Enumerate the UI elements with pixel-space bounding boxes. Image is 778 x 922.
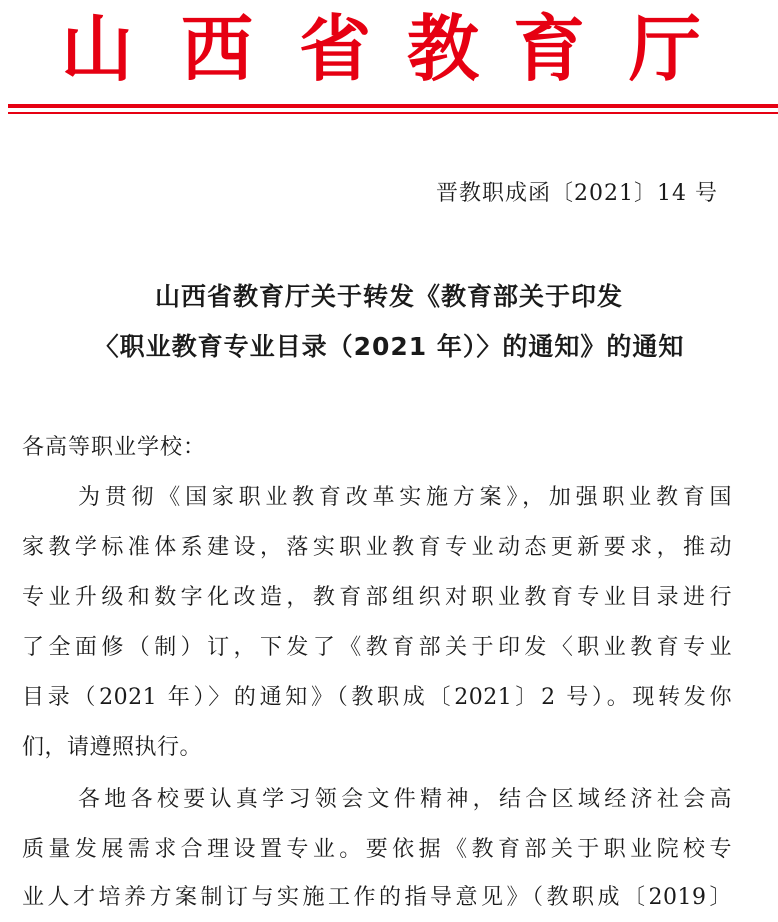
body-line: 质量发展需求合理设置专业。要依据《教育部关于职业院校专 xyxy=(22,837,732,862)
salutation: 各高等职业学校： xyxy=(22,435,207,460)
body-line: 专业升级和数字化改造，教育部组织对职业教育专业目录进行 xyxy=(22,585,732,610)
masthead-char: 厅 xyxy=(628,6,701,91)
masthead-rule-thin xyxy=(8,112,778,114)
masthead-char: 山 xyxy=(60,6,133,91)
masthead xyxy=(0,6,778,92)
masthead-char: 省 xyxy=(298,6,371,91)
body-line: 为贯彻《国家职业教育改革实施方案》，加强职业教育国 xyxy=(78,485,732,510)
body-line: 们，请遵照执行。 xyxy=(22,735,203,760)
masthead-char: 教 xyxy=(406,6,479,91)
document-title-line: 〈职业教育专业目录（2021 年）〉的通知》的通知 xyxy=(93,332,685,361)
document-number: 晋教职成函〔2021〕14 号 xyxy=(436,181,718,206)
masthead-rule-thick xyxy=(8,104,778,108)
document-title-line: 山西省教育厅关于转发《教育部关于印发 xyxy=(154,282,623,311)
body-line: 业人才培养方案制订与实施工作的指导意见》（教职成〔2019〕 xyxy=(22,885,732,910)
masthead-char: 育 xyxy=(512,6,585,91)
masthead-char: 西 xyxy=(180,6,253,91)
body-line: 各地各校要认真学习领会文件精神，结合区域经济社会高 xyxy=(78,787,732,812)
body-line: 家教学标准体系建设，落实职业教育专业动态更新要求，推动 xyxy=(22,535,732,560)
body-line: 目录（2021 年）〉的通知》（教职成〔2021〕2 号）。现转发你 xyxy=(22,685,732,710)
body-line: 了全面修（制）订，下发了《教育部关于印发〈职业教育专业 xyxy=(22,635,732,660)
